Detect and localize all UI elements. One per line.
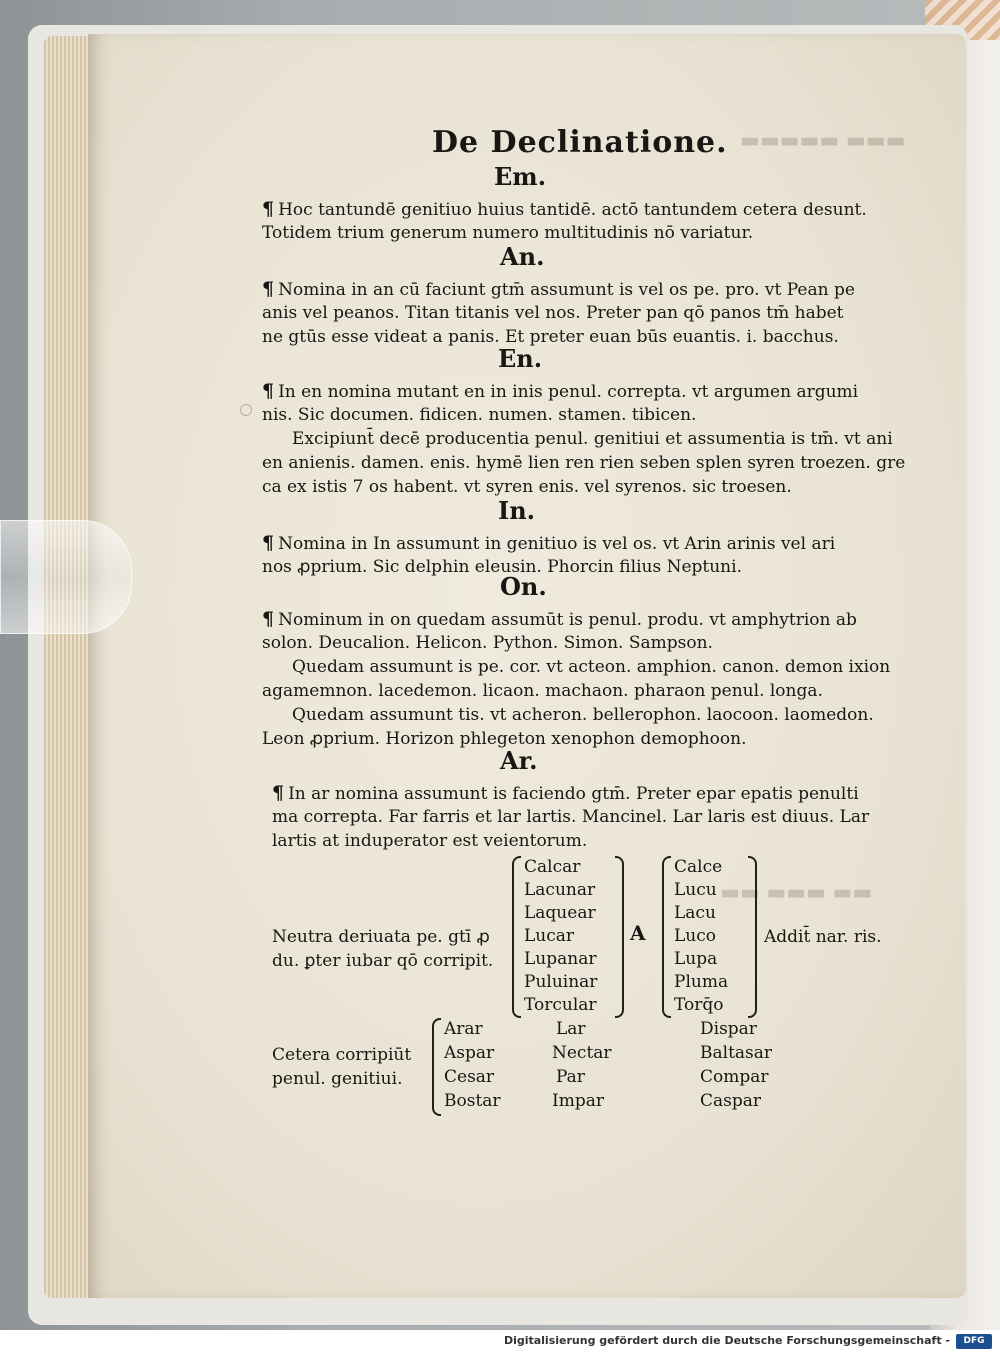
neutra-word: Calce <box>674 857 723 877</box>
cetera-label: Cetera corripiūt <box>272 1045 412 1065</box>
text-line: ma correpta. Far farris et lar lartis. Mancinel. Lar laris est diuus. Lar <box>272 807 870 827</box>
cetera-word: Aspar <box>444 1043 495 1063</box>
text-line: ¶ In ar nomina assumunt is faciendo gtm̄. Preter epar epatis penulti <box>272 782 859 804</box>
cetera-label: penul. genitiui. <box>272 1069 403 1089</box>
neutra-word: Lacunar <box>524 880 596 900</box>
text-line: Leon ꝓprium. Horizon phlegeton xenophon demophoon. <box>262 729 747 749</box>
text-line: nos ꝓprium. Sic delphin eleusin. Phorcin filius Neptuni. <box>262 557 742 577</box>
text-line: Quedam assumunt tis. vt acheron. bellerophon. laocoon. laomedon. <box>292 705 874 725</box>
text-line: ¶ Nomina in In assumunt in genitiuo is vel os. vt Arin arinis vel ari <box>262 532 836 554</box>
show-through-text: ▬▬▬▬▬ ▬▬▬ <box>740 128 906 152</box>
cetera-word: Arar <box>444 1019 483 1039</box>
text-line: lartis at induperator est veientorum. <box>272 831 588 851</box>
neutra-word: Calcar <box>524 857 581 877</box>
section-heading-in: In. <box>498 496 536 525</box>
text-line: Quedam assumunt is pe. cor. vt acteon. amphion. canon. demon ixion <box>292 657 891 677</box>
section-heading-ar: Ar. <box>500 746 538 775</box>
text-line: ¶ Nominum in on quedam assumūt is penul. produ. vt amphytrion ab <box>262 608 857 630</box>
neutra-word: Lupa <box>674 949 718 969</box>
cetera-word: Caspar <box>700 1091 762 1111</box>
section-heading-an: An. <box>500 242 545 271</box>
page-hole <box>240 404 252 416</box>
paragraph-mark-icon: ¶ <box>262 380 275 402</box>
page-stack <box>44 36 90 1298</box>
left-brace <box>432 1018 441 1116</box>
text-line: ¶ Hoc tantundē genitiuo huius tantidē. actō tantundem cetera desunt. <box>262 198 867 220</box>
page-title: De Declinatione. <box>432 125 728 160</box>
text-line: nis. Sic documen. fidicen. numen. stamen. tibicen. <box>262 405 697 425</box>
neutra-rule: Addit̄ nar. ris. <box>764 927 882 947</box>
text-line: ¶ In en nomina mutant en in inis penul. correpta. vt argumen argumi <box>262 380 859 402</box>
neutra-word: Lucar <box>524 926 575 946</box>
neutra-word: Torq̄o <box>674 995 724 1015</box>
cetera-word: Dispar <box>700 1019 757 1039</box>
paragraph-mark-icon: ¶ <box>262 278 275 300</box>
cetera-word: Bostar <box>444 1091 501 1111</box>
text-line: ne gtūs esse videat a panis. Et preter euan būs euantis. i. bacchus. <box>262 327 839 347</box>
neutra-middle: A <box>630 921 646 945</box>
section-heading-on: On. <box>500 572 547 601</box>
text-line: solon. Deucalion. Helicon. Python. Simon. Sampson. <box>262 633 713 653</box>
neutra-word: Puluinar <box>524 972 598 992</box>
neutra-word: Laquear <box>524 903 596 923</box>
neutra-word: Lucu <box>674 880 717 900</box>
neutra-label: du. ꝑter iubar qō corripit. <box>272 951 494 971</box>
paragraph-mark-icon: ¶ <box>262 608 275 630</box>
cetera-word: Nectar <box>552 1043 612 1063</box>
show-through-text: ▬▬ ▬▬▬ ▬▬ <box>720 880 873 904</box>
cetera-word: Baltasar <box>700 1043 773 1063</box>
paragraph-mark-icon: ¶ <box>272 782 285 804</box>
right-brace <box>615 856 624 1018</box>
text-line: anis vel peanos. Titan titanis vel nos. Preter pan qō panos tm̄ habet <box>262 303 844 323</box>
cetera-word: Par <box>556 1067 585 1087</box>
page-clip-holder <box>0 520 132 634</box>
right-brace <box>748 856 757 1018</box>
neutra-word: Torcular <box>524 995 597 1015</box>
footer-credit: Digitalisierung gefördert durch die Deutsche Forschungsgemeinschaft - <box>503 1334 950 1347</box>
text-line: agamemnon. lacedemon. licaon. machaon. pharaon penul. longa. <box>262 681 823 701</box>
neutra-word: Lacu <box>674 903 716 923</box>
cetera-word: Lar <box>556 1019 586 1039</box>
text-line: en anienis. damen. enis. hymē lien ren rien seben splen syren troezen. gre <box>262 453 906 473</box>
cetera-word: Compar <box>700 1067 769 1087</box>
text-line: ¶ Nomina in an cū faciunt gtm̄ assumunt is vel os pe. pro. vt Pean pe <box>262 278 855 300</box>
paragraph-mark-icon: ¶ <box>262 532 275 554</box>
neutra-word: Lupanar <box>524 949 597 969</box>
left-brace <box>512 856 521 1018</box>
cetera-word: Cesar <box>444 1067 495 1087</box>
text-line: ca ex istis 7 os habent. vt syren enis. vel syrenos. sic troesen. <box>262 477 792 497</box>
cetera-word: Impar <box>552 1091 604 1111</box>
left-brace <box>662 856 671 1018</box>
paragraph-mark-icon: ¶ <box>262 198 275 220</box>
neutra-word: Luco <box>674 926 716 946</box>
text-line: Totidem trium generum numero multitudinis nō variatur. <box>262 223 754 243</box>
section-heading-en: En. <box>498 344 543 373</box>
dfg-logo-icon: DFG <box>956 1334 992 1349</box>
neutra-word: Pluma <box>674 972 729 992</box>
text-line: Excipiunt̄ decē producentia penul. genitiui et assumentia is tm̄. vt ani <box>292 429 893 449</box>
section-heading-em: Em. <box>494 162 547 191</box>
neutra-label: Neutra deriuata pe. gtī ꝓ <box>272 927 490 947</box>
